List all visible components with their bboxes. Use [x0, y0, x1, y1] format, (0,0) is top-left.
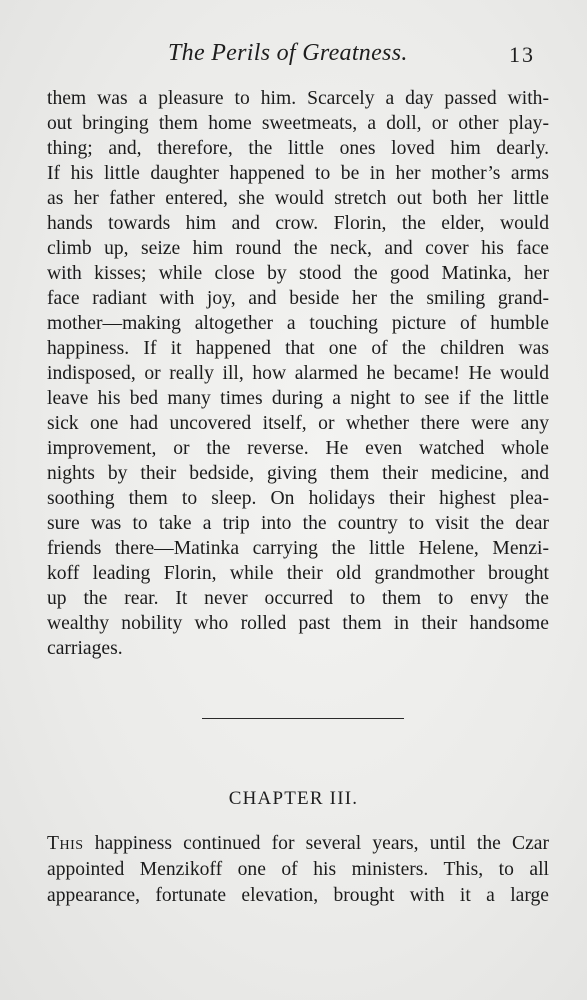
- text-line: as her father entered, she would stretch out both her little: [47, 188, 549, 209]
- text-line: sure was to take a trip into the country to visit the dear: [47, 513, 549, 534]
- text-line: them was a pleasure to him. Scarcely a day passed with-: [47, 88, 549, 109]
- text-line: thing; and, therefore, the little ones loved him dearly.: [47, 138, 549, 159]
- text-line: leave his bed many times during a night to see if the little: [47, 388, 549, 409]
- text-line: wealthy nobility who rolled past them in their handsome: [47, 613, 549, 634]
- text-line: up the rear. It never occurred to them to envy the: [47, 588, 549, 609]
- text-line: appointed Menzikoff one of his ministers. This, to all: [47, 859, 549, 880]
- chapter-paragraph: [47, 831, 549, 909]
- text-line: friends there—Matinka carrying the little Helene, Menzi-: [47, 538, 549, 559]
- section-divider: [202, 718, 404, 719]
- text-line: hands towards him and crow. Florin, the elder, would: [47, 213, 549, 234]
- text-line: sick one had uncovered itself, or whether there were any: [47, 413, 549, 434]
- running-title: The Perils of Greatness.: [168, 40, 408, 66]
- text-line: If his little daughter happened to be in her mother’s arms: [47, 163, 549, 184]
- text-line: koff leading Florin, while their old grandmother brought: [47, 563, 549, 584]
- text-line: indisposed, or really ill, how alarmed he became! He would: [47, 363, 549, 384]
- chapter-heading: CHAPTER III.: [228, 788, 359, 809]
- body-paragraph: [47, 86, 549, 661]
- running-head: [0, 38, 587, 72]
- text-line: face radiant with joy, and beside her the smiling grand-: [47, 288, 549, 309]
- chapter-first-word: This: [47, 833, 84, 854]
- text-line: climb up, seize him round the neck, and cover his face: [47, 238, 549, 259]
- text-line: happiness. If it happened that one of the children was: [47, 338, 549, 359]
- text-line: nights by their bedside, giving them their medicine, and: [47, 463, 549, 484]
- text-line: soothing them to sleep. On holidays their highest plea-: [47, 488, 549, 509]
- chapter-first-line-rest: happiness continued for several years, until the Czar: [83, 833, 549, 854]
- chapter-first-line: [47, 831, 549, 857]
- text-line: with kisses; while close by stood the good Matinka, her: [47, 263, 549, 284]
- text-line: out bringing them home sweetmeats, a doll, or other play-: [47, 113, 549, 134]
- text-line-last: carriages.: [47, 638, 123, 659]
- text-line: mother—making altogether a touching picture of humble: [47, 313, 549, 334]
- text-line: improvement, or the reverse. He even watched whole: [47, 438, 549, 459]
- page-number: 13: [509, 42, 535, 67]
- text-line: appearance, fortunate elevation, brought with it a large: [47, 885, 549, 906]
